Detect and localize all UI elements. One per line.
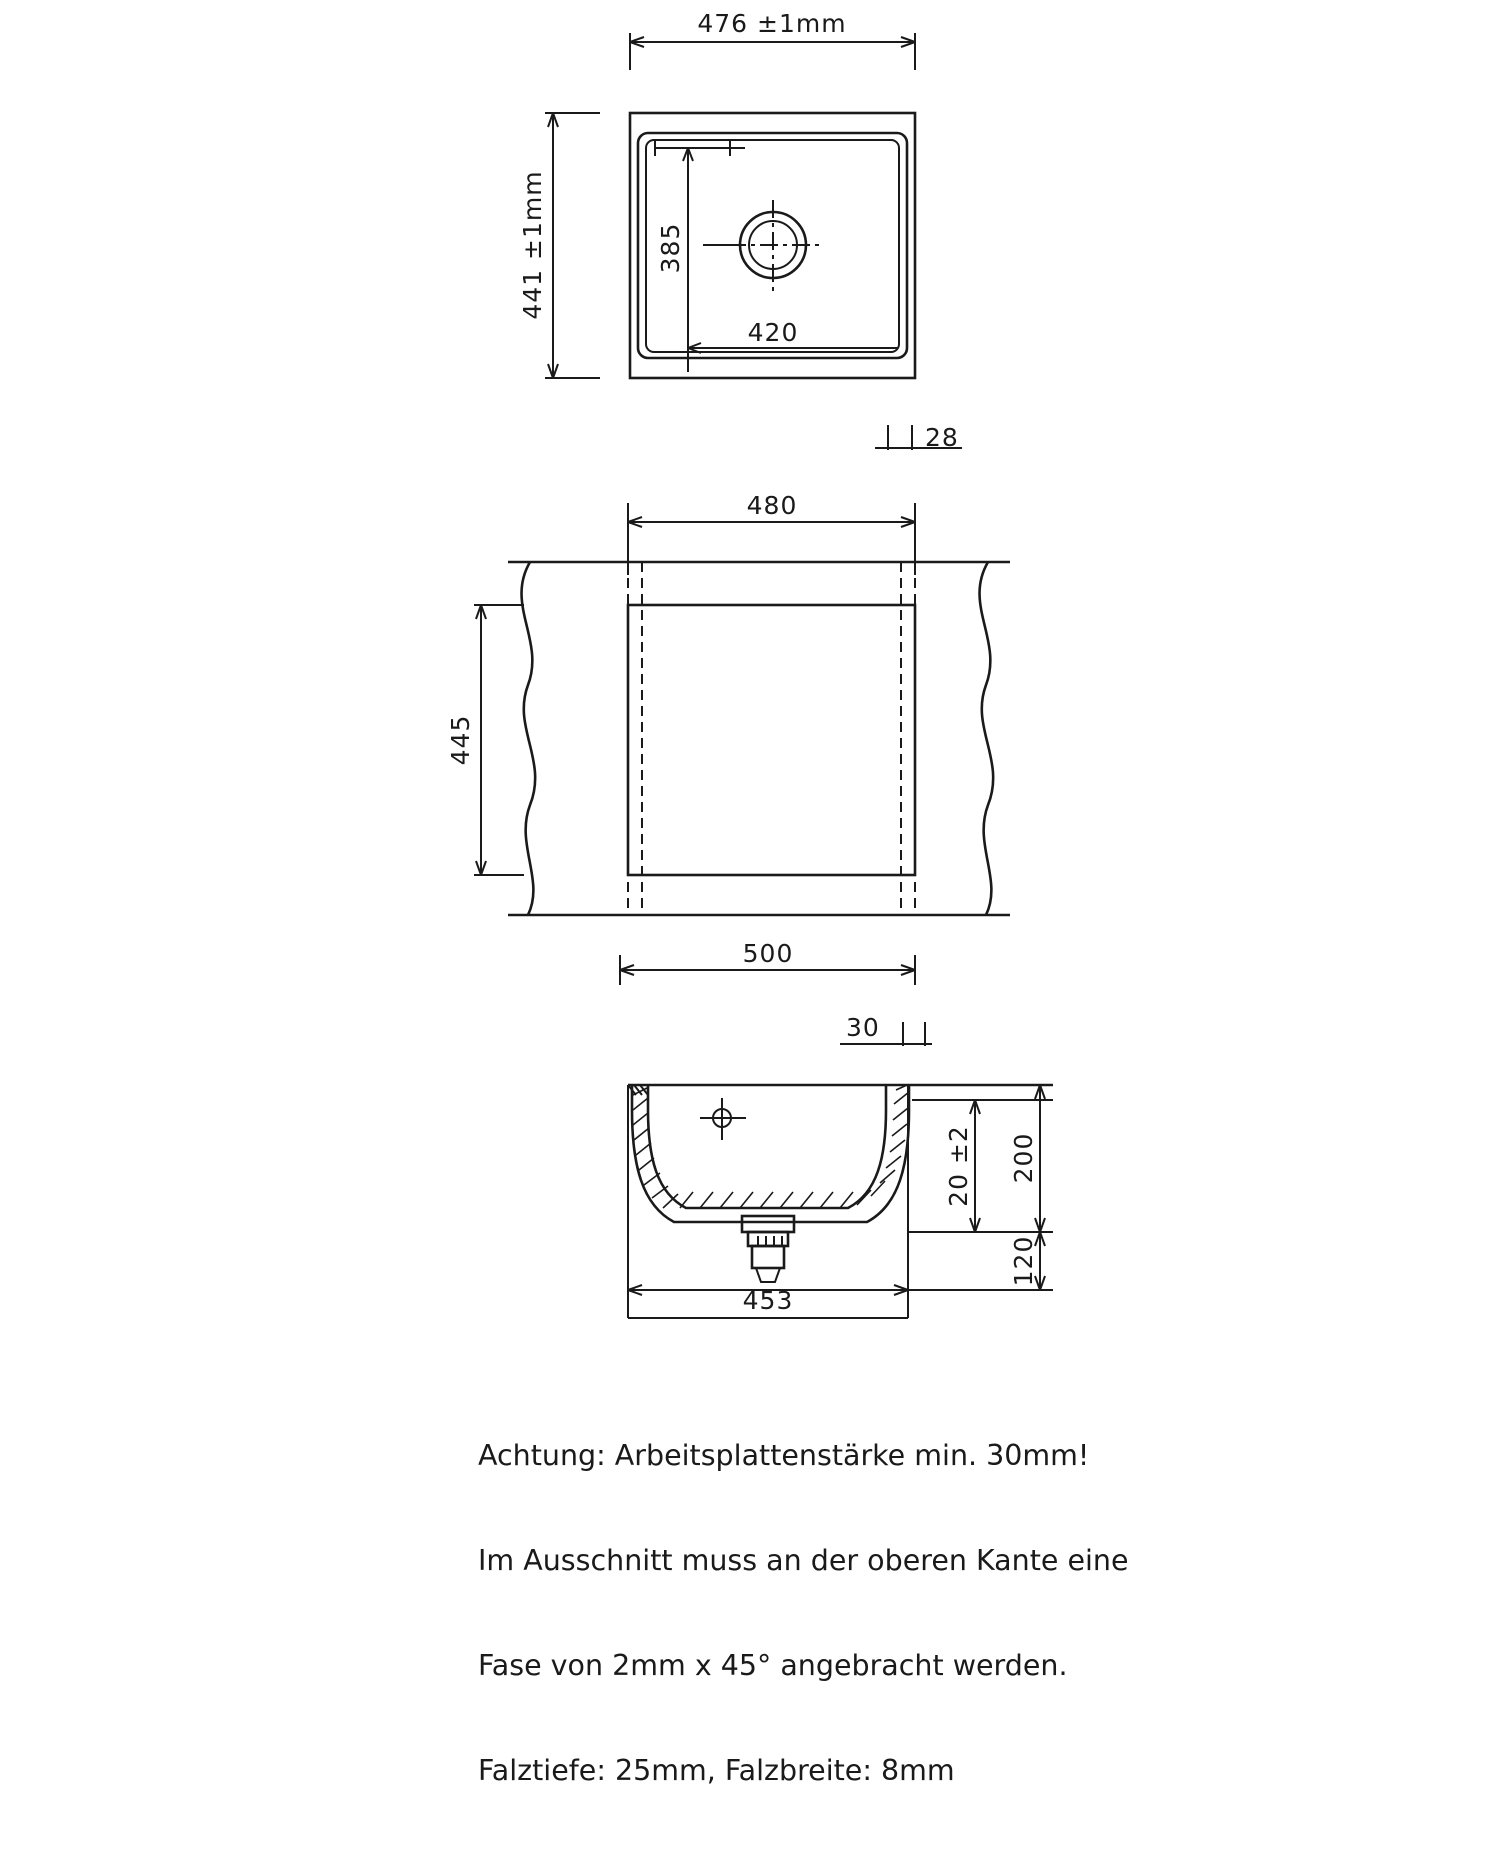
note-line-1: Achtung: Arbeitsplattenstärke min. 30mm! xyxy=(478,1439,1090,1472)
cutout-view xyxy=(474,503,1010,985)
dim-drain-drop: 120 xyxy=(1009,1235,1038,1287)
note-line-4: Falztiefe: 25mm, Falzbreite: 8mm xyxy=(478,1754,955,1787)
dim-cutout-width: 480 xyxy=(746,491,798,520)
dim-drain-from-top: 385 xyxy=(656,222,685,274)
top-view xyxy=(545,33,915,378)
dim-outer-width: 500 xyxy=(742,939,794,968)
section-view xyxy=(628,1085,1053,1318)
dim-overall-height: 441 ±1mm xyxy=(518,170,547,320)
dim-drain-from-left: 420 xyxy=(747,318,799,347)
dim-rim-to-bottom: 200 xyxy=(1009,1132,1038,1184)
dim-overall-width: 476 ±1mm xyxy=(697,9,847,38)
dim-gap-30: 30 xyxy=(846,1013,880,1042)
dim-cutout-height: 445 xyxy=(446,714,475,766)
drain-crosshair-icon xyxy=(700,1098,746,1140)
dim-worktop-thickness: 20 ±2 xyxy=(944,1125,973,1207)
note-line-3: Fase von 2mm x 45° angebracht werden. xyxy=(478,1649,1068,1682)
dim-bowl-width: 453 xyxy=(742,1286,794,1315)
note-line-2: Im Ausschnitt muss an der oberen Kante eine xyxy=(478,1544,1129,1577)
dim-gap-28: 28 xyxy=(925,423,959,452)
installation-notes xyxy=(478,1368,1378,1858)
